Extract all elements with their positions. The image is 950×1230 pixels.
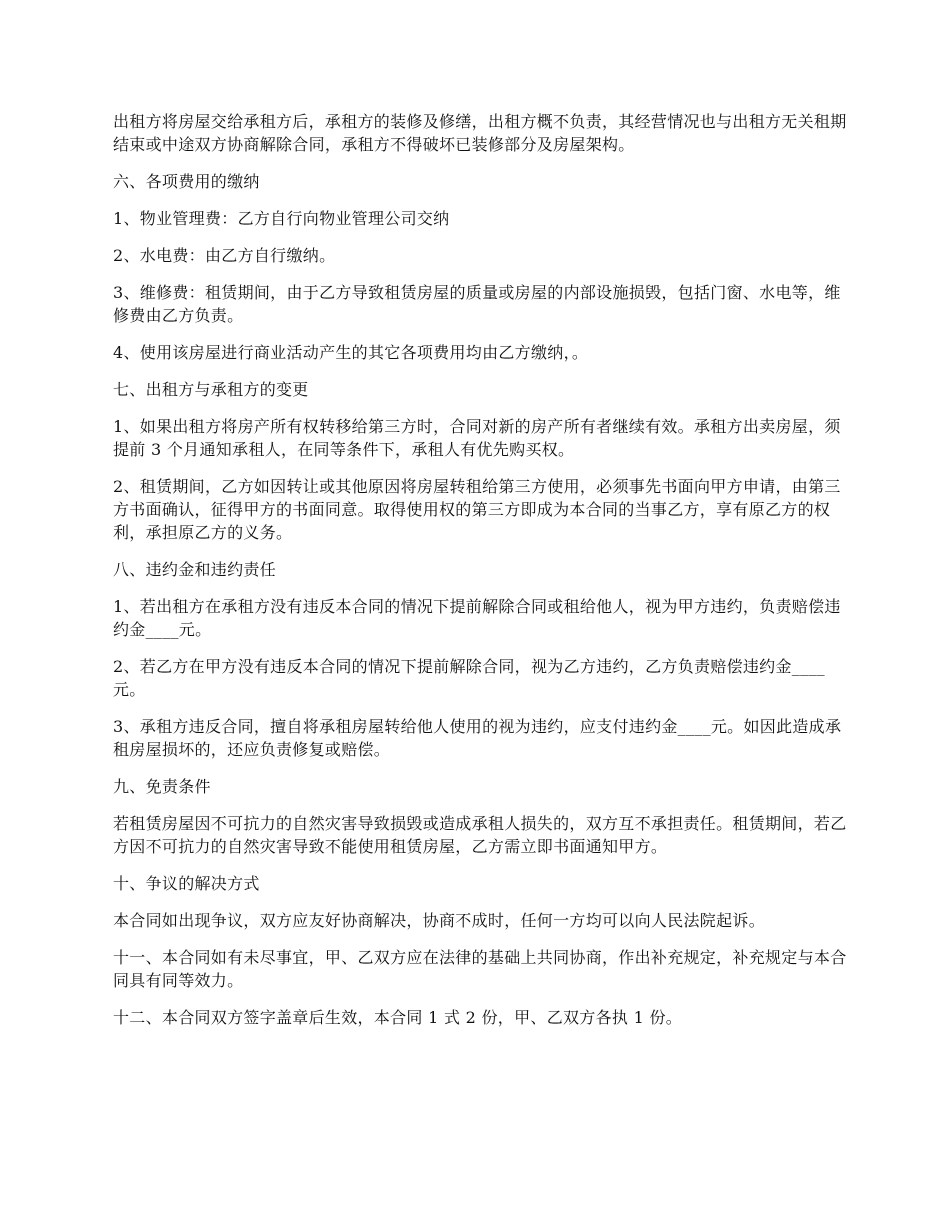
paragraph-sublease: 2、租赁期间，乙方如因转让或其他原因将房屋转租给第三方使用，必须事先书面向甲方申请，由第三方书面确认，征得甲方的书面同意。取得使用权的第三方即成为本合同的当事乙方，享有原乙方的权利，承担原乙方的义务。	[113, 477, 841, 542]
paragraph-repair-fee: 3、维修费：租赁期间，由于乙方导致租赁房屋的质量或房屋的内部设施损毁，包括门窗、水电等，维修费由乙方负责。	[113, 283, 841, 325]
paragraph-ownership-transfer: 1、如果出租方将房产所有权转移给第三方时，合同对新的房产所有者继续有效。承租方出卖房屋，须提前 3 个月通知承租人，在同等条件下，承租人有优先购买权。	[113, 417, 841, 459]
paragraph-dispute-resolution: 本合同如出现争议，双方应友好协商解决，协商不成时，任何一方均可以向人民法院起诉。	[113, 911, 766, 930]
paragraph-other-fees: 4、使用该房屋进行商业活动产生的其它各项费用均由乙方缴纳，。	[113, 343, 589, 362]
paragraph-lessor-breach: 1、若出租方在承租方没有违反本合同的情况下提前解除合同或租给他人，视为甲方违约，负责赔偿违约金____元。	[113, 597, 841, 639]
paragraph-lessee-breach: 2、若乙方在甲方没有违反本合同的情况下提前解除合同，视为乙方违约，乙方负责赔偿违约金____元。	[113, 657, 825, 699]
paragraph-unauthorized-transfer: 3、承租方违反合同，擅自将承租房屋转给他人使用的视为违约，应支付违约金____元。如因此造成承租房屋损坏的，还应负责修复或赔偿。	[113, 717, 842, 759]
section-heading-changes: 七、出租方与承租方的变更	[113, 380, 309, 399]
section-heading-fees: 六、各项费用的缴纳	[113, 172, 260, 191]
paragraph-supplementary: 十一、本合同如有未尽事宜，甲、乙双方应在法律的基础上共同协商，作出补充规定，补充规定与本合同具有同等效力。	[113, 948, 847, 990]
paragraph-property-fee: 1、物业管理费：乙方自行向物业管理公司交纳	[113, 209, 450, 228]
section-heading-penalty: 八、违约金和违约责任	[113, 560, 277, 579]
paragraph-utility-fee: 2、水电费：由乙方自行缴纳。	[113, 246, 336, 265]
paragraph-effectiveness: 十二、本合同双方签字盖章后生效，本合同 1 式 2 份，甲、乙双方各执 1 份。	[113, 1008, 683, 1027]
paragraph-force-majeure: 若租赁房屋因不可抗力的自然灾害导致损毁或造成承租人损失的，双方互不承担责任。租赁期间，若乙方因不可抗力的自然灾害导致不能使用租赁房屋，乙方需立即书面通知甲方。	[113, 814, 847, 856]
document-page	[113, 110, 853, 1043]
paragraph-renovation: 出租方将房屋交给承租方后，承租方的装修及修缮，出租方概不负责，其经营情况也与出租方无关租期结束或中途双方协商解除合同，承租方不得破坏已装修部分及房屋架构。	[113, 112, 847, 154]
section-heading-dispute: 十、争议的解决方式	[113, 874, 260, 893]
section-heading-exemption: 九、免责条件	[113, 777, 211, 796]
